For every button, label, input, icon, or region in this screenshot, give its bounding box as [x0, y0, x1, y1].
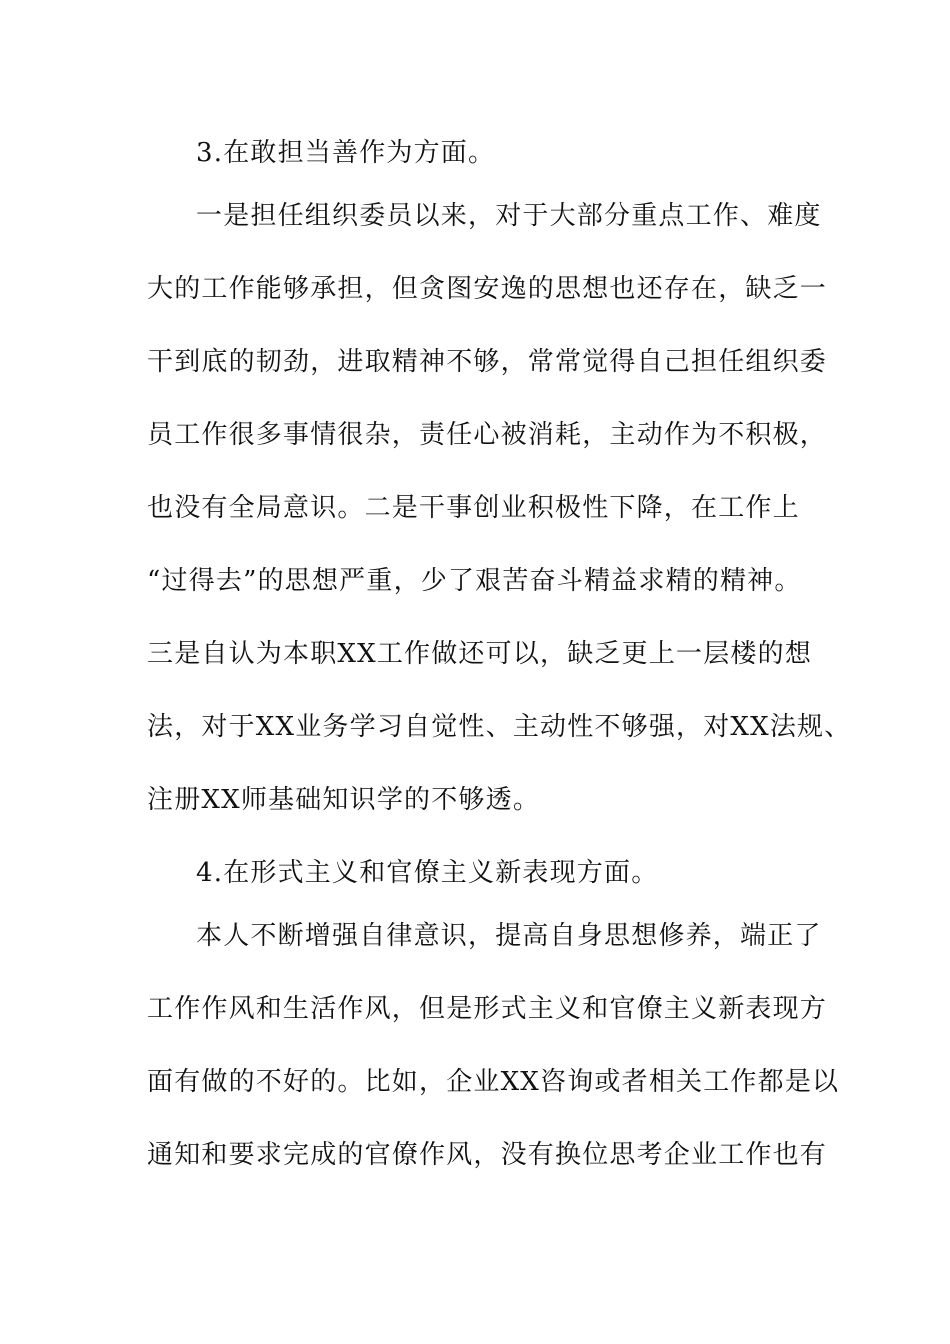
paragraph-line: 一是担任组织委员以来，对于大部分重点工作、难度 — [196, 201, 822, 231]
paragraph-line: 工作作风和生活作风，但是形式主义和官僚主义新表现方 — [147, 994, 828, 1024]
paragraph-line: “过得去”的思想严重，少了艰苦奋斗精益求精的精神。 — [147, 566, 802, 596]
section-heading-4: 4.在形式主义和官僚主义新表现方面。 — [196, 858, 659, 888]
paragraph-line: 法，对于XX业务学习自觉性、主动性不够强，对XX法规、 — [147, 712, 852, 742]
paragraph-line: 员工作很多事情很杂，责任心被消耗，主动作为不积极， — [147, 420, 828, 450]
paragraph-line: 本人不断增强自律意识，提高自身思想修养，端正了 — [196, 921, 822, 951]
paragraph-line: 大的工作能够承担，但贪图安逸的思想也还存在，缺乏一 — [147, 274, 828, 304]
paragraph-line: 三是自认为本职XX工作做还可以，缺乏更上一层楼的想 — [147, 639, 813, 669]
paragraph-line: 干到底的韧劲，进取精神不够，常常觉得自己担任组织委 — [147, 347, 828, 377]
paragraph-line: 也没有全局意识。二是干事创业积极性下降，在工作上 — [147, 493, 800, 523]
paragraph-line: 注册XX师基础知识学的不够透。 — [147, 785, 541, 815]
paragraph-line: 面有做的不好的。比如，企业XX咨询或者相关工作都是以 — [147, 1067, 840, 1097]
paragraph-line: 通知和要求完成的官僚作风，没有换位思考企业工作也有 — [147, 1140, 828, 1170]
section-heading-3: 3.在敢担当善作为方面。 — [196, 138, 496, 168]
